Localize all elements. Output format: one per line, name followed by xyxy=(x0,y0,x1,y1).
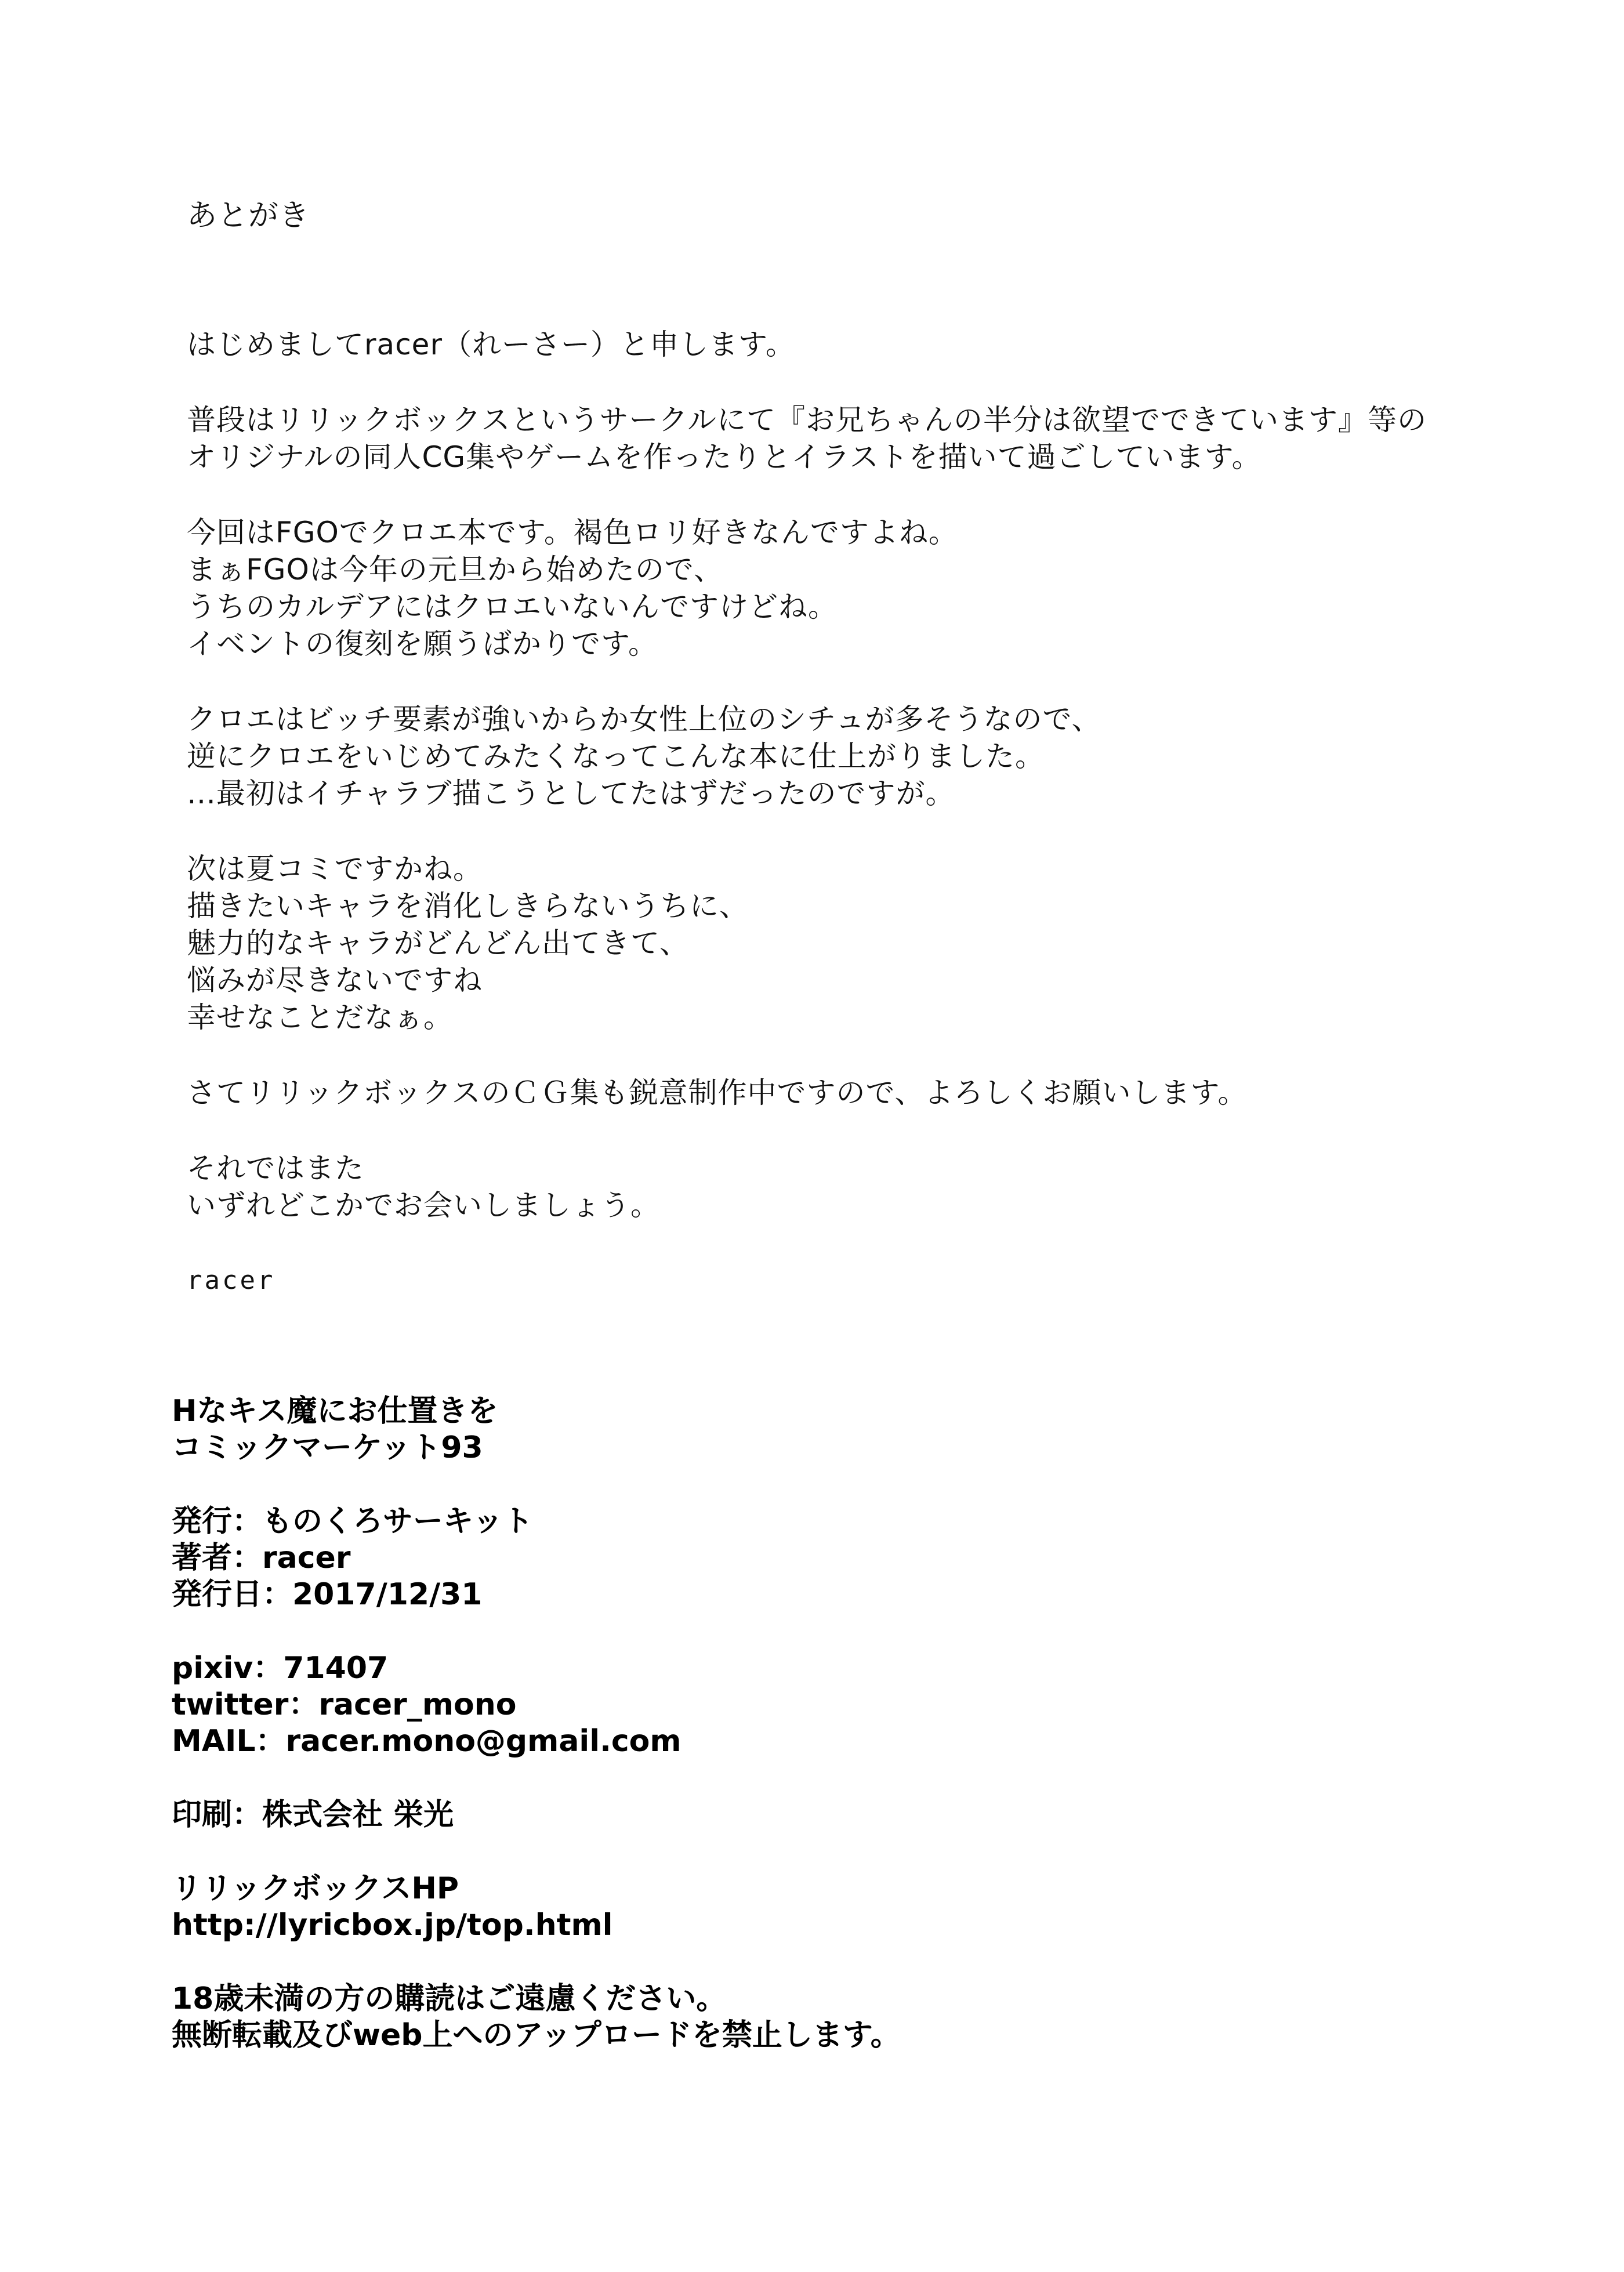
afterword-line: 悩みが尽きないですね xyxy=(187,963,483,997)
publisher: 発行：ものくろサーキット xyxy=(172,1504,533,1539)
book-title: Hなキス魔にお仕置きを xyxy=(172,1394,498,1429)
afterword-signature: racer xyxy=(187,1266,276,1295)
afterword-line: オリジナルの同人CG集やゲームを作ったりとイラストを描いて過ごしています。 xyxy=(187,440,1262,474)
afterword-paragraph-cg xyxy=(187,1074,1463,1111)
afterword-line: はじめましてracer（れーさー）と申します。 xyxy=(187,328,796,361)
afterword-line: それではまた xyxy=(187,1151,364,1185)
colophon-notice-block xyxy=(172,1981,1448,2054)
afterword-line: クロエはビッチ要素が強いからか女性上位のシチュが多そうなので、 xyxy=(187,702,1101,736)
afterword-line: うちのカルデアにはクロエいないんですけどね。 xyxy=(187,590,838,624)
afterword-line: 魅力的なキャラがどんどん出てきて、 xyxy=(187,926,689,960)
afterword-title: あとがき xyxy=(187,198,310,233)
afterword-section xyxy=(187,197,1463,1299)
afterword-line: …最初はイチャラブ描こうとしてたはずだったのですが。 xyxy=(187,777,955,810)
pixiv-id: pixiv：71407 xyxy=(172,1651,389,1686)
afterword-line: まぁFGOは今年の元旦から始めたので、 xyxy=(187,553,723,586)
afterword-line: 逆にクロエをいじめてみたくなってこんな本に仕上がりました。 xyxy=(187,740,1045,773)
afterword-paragraph-chloe xyxy=(187,701,1463,812)
colophon-publication-block xyxy=(172,1503,1448,1613)
afterword-paragraph-greeting xyxy=(187,326,1463,363)
afterword-paragraph-next xyxy=(187,850,1463,1036)
colophon-website-block xyxy=(172,1871,1448,1944)
colophon-contact-block xyxy=(172,1650,1448,1760)
colophon-title-block xyxy=(172,1393,1448,1466)
printer: 印刷：株式会社 栄光 xyxy=(172,1798,454,1832)
afterword-line: 今回はFGOでクロエ本です。褐色ロリ好きなんですよね。 xyxy=(187,516,958,549)
age-notice: 18歳未満の方の購読はご遠慮ください。 xyxy=(172,1981,727,2016)
colophon-section xyxy=(172,1393,1448,2091)
afterword-line: 次は夏コミですかね。 xyxy=(187,852,483,886)
mail-address: MAIL：racer.mono@gmail.com xyxy=(172,1724,682,1759)
afterword-line: 幸せなことだなぁ。 xyxy=(187,1001,453,1034)
author: 著者：racer xyxy=(172,1541,351,1575)
afterword-line: 描きたいキャラを消化しきらないうちに、 xyxy=(187,889,749,923)
website-label: リリックボックスHP xyxy=(172,1871,459,1906)
afterword-line: さてリリックボックスのＣＧ集も鋭意制作中ですので、よろしくお願いします。 xyxy=(187,1076,1248,1110)
afterword-line: いずれどこかでお会いしましょう。 xyxy=(187,1188,660,1222)
afterword-line: イベントの復刻を願うばかりです。 xyxy=(187,627,658,661)
publish-date: 発行日：2017/12/31 xyxy=(172,1577,483,1612)
colophon-printer-block xyxy=(172,1797,1448,1833)
website-url: http://lyricbox.jp/top.html xyxy=(172,1908,613,1943)
afterword-paragraph-closing xyxy=(187,1150,1463,1224)
upload-notice: 無断転載及びweb上へのアップロードを禁止します。 xyxy=(172,2018,901,2053)
afterword-paragraph-fgo xyxy=(187,514,1463,662)
afterword-line: 普段はリリックボックスというサークルにて『お兄ちゃんの半分は欲望でできています』等の xyxy=(187,403,1427,437)
twitter-handle: twitter：racer_mono xyxy=(172,1687,517,1722)
afterword-paragraph-circle xyxy=(187,401,1463,476)
event-name: コミックマーケット93 xyxy=(172,1430,483,1465)
